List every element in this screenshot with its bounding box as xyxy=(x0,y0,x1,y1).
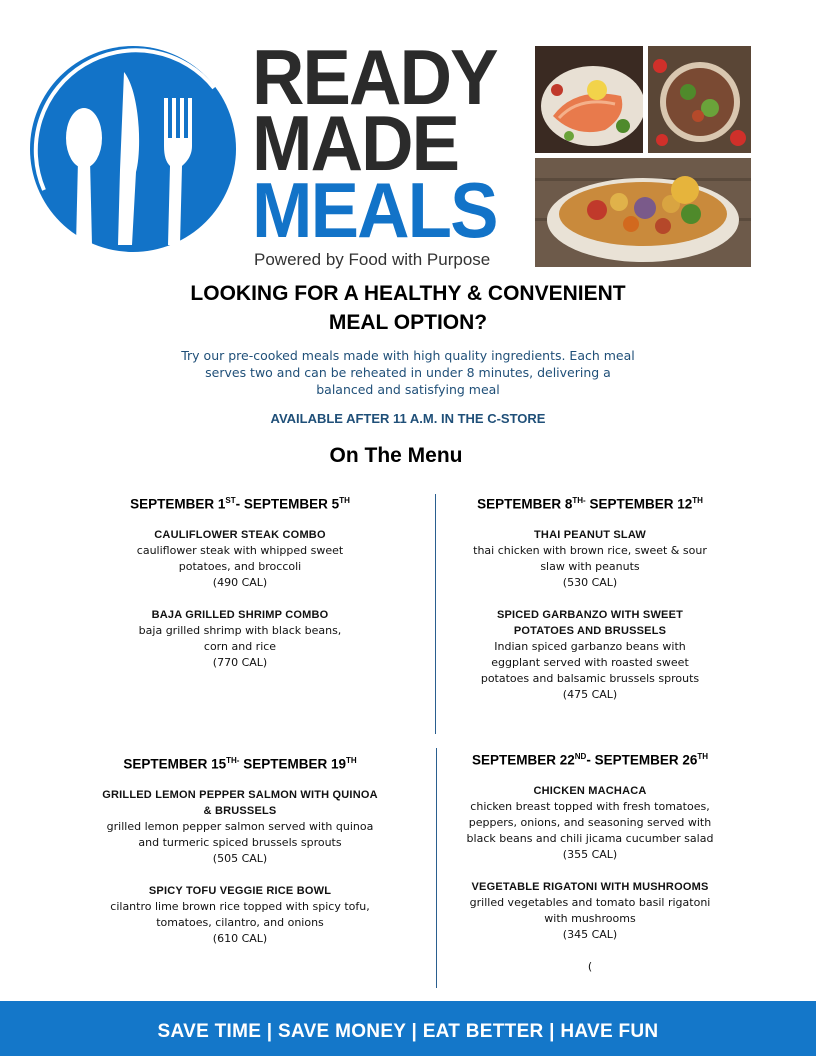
week-heading: SEPTEMBER $15^{TH-}$ SEPTEMBER 19TH xyxy=(123,756,357,772)
dish-description: cauliflower steak with whipped sweet xyxy=(136,543,344,557)
week-block-3 xyxy=(100,753,380,963)
salmon-plate-photo xyxy=(535,46,643,153)
dish-name: & BRUSSELS xyxy=(203,804,277,817)
menu-item xyxy=(110,607,370,671)
headline-line-2: MEAL OPTION? xyxy=(328,311,488,334)
intro-text xyxy=(160,347,656,398)
brand-made: MADE xyxy=(252,99,459,187)
menu-item xyxy=(450,527,730,591)
brand-tagline: Powered by Food with Purpose xyxy=(254,250,491,269)
logo xyxy=(24,40,242,258)
menu-item xyxy=(100,787,380,867)
intro-line-2: serves two and can be reheated in under 8 minutes, delivering a xyxy=(205,365,611,380)
dish-name: SPICED GARBANZO WITH SWEET xyxy=(496,608,684,621)
dish-calories: (490 CAL) xyxy=(212,575,268,589)
footer-slogan-bar: SAVE TIME | SAVE MONEY | EAT BETTER | HAVE FUN xyxy=(0,1001,816,1056)
dish-description: corn and rice xyxy=(203,639,277,653)
week-block-2 xyxy=(450,493,730,719)
menu-item xyxy=(450,607,730,703)
dish-description: and turmeric spiced brussels sprouts xyxy=(138,835,342,849)
dish-calories: (345 CAL) xyxy=(562,927,618,941)
week-block-4 xyxy=(450,749,730,975)
dish-calories: (475 CAL) xyxy=(562,687,618,701)
menu-title: On The Menu xyxy=(329,444,463,467)
grain-bowl-photo xyxy=(648,46,751,153)
stray-character: ( xyxy=(587,959,593,973)
week-heading: SEPTEMBER 22ND- SEPTEMBER 26TH xyxy=(471,752,709,768)
menu-item xyxy=(110,527,370,591)
dish-description: grilled lemon pepper salmon served with quinoa xyxy=(106,819,374,833)
dish-name: POTATOES AND BRUSSELS xyxy=(513,624,667,637)
dish-name: CAULIFLOWER STEAK COMBO xyxy=(154,528,326,541)
dish-name: VEGETABLE RIGATONI WITH MUSHROOMS xyxy=(471,880,709,893)
dish-description: eggplant served with roasted sweet xyxy=(491,655,689,669)
availability-note: AVAILABLE AFTER 11 A.M. IN THE C-STORE xyxy=(270,411,546,426)
menu-item xyxy=(450,783,730,863)
dish-name: BAJA GRILLED SHRIMP COMBO xyxy=(151,608,329,621)
dish-description: slaw with peanuts xyxy=(540,559,640,573)
dish-description: black beans and chili jicama cucumber salad xyxy=(466,831,714,845)
dish-calories: (530 CAL) xyxy=(562,575,618,589)
intro-line-3: balanced and satisfying meal xyxy=(316,382,500,397)
dish-description: potatoes and balsamic brussels sprouts xyxy=(480,671,700,685)
dish-description: potatoes, and broccoli xyxy=(178,559,302,573)
dish-description: baja grilled shrimp with black beans, xyxy=(138,623,342,637)
brand-meals: MEALS xyxy=(252,166,497,254)
column-divider-bottom xyxy=(436,748,437,988)
dish-calories: (505 CAL) xyxy=(212,851,268,865)
spoon-knife-fork-icon xyxy=(24,40,242,258)
dish-name: GRILLED LEMON PEPPER SALMON WITH QUINOA xyxy=(102,788,378,801)
menu-item xyxy=(100,883,380,947)
week-heading: SEPTEMBER 1ST- SEPTEMBER 5TH xyxy=(130,496,350,512)
intro-line-1: Try our pre-cooked meals made with high quality ingredients. Each meal xyxy=(181,348,635,363)
menu-item xyxy=(450,879,730,943)
dish-name: SPICY TOFU VEGGIE RICE BOWL xyxy=(148,884,332,897)
dish-description: thai chicken with brown rice, sweet & sour xyxy=(473,543,707,557)
week-heading: SEPTEMBER $8^{TH-}$ SEPTEMBER 12TH xyxy=(477,496,703,512)
dish-description: cilantro lime brown rice topped with spicy tofu, xyxy=(110,899,370,913)
dish-description: peppers, onions, and seasoning served with xyxy=(468,815,712,829)
dish-calories: (610 CAL) xyxy=(212,931,268,945)
brand-ready: READY xyxy=(252,33,497,121)
headline-line-1: LOOKING FOR A HEALTHY & CONVENIENT xyxy=(190,282,626,305)
dish-name: THAI PEANUT SLAW xyxy=(534,528,646,541)
dish-description: chicken breast topped with fresh tomatoes, xyxy=(470,799,710,813)
roasted-vegetable-bowl-photo xyxy=(535,158,751,267)
column-divider-top xyxy=(435,494,436,734)
dish-description: grilled vegetables and tomato basil rigatoni xyxy=(469,895,711,909)
dish-description: with mushrooms xyxy=(544,911,636,925)
dish-name: CHICKEN MACHACA xyxy=(533,784,647,797)
dish-calories: (770 CAL) xyxy=(212,655,268,669)
dish-description: tomatoes, cilantro, and onions xyxy=(156,915,324,929)
dish-description: Indian spiced garbanzo beans with xyxy=(494,639,686,653)
week-block-1 xyxy=(110,493,370,687)
dish-calories: (355 CAL) xyxy=(562,847,618,861)
